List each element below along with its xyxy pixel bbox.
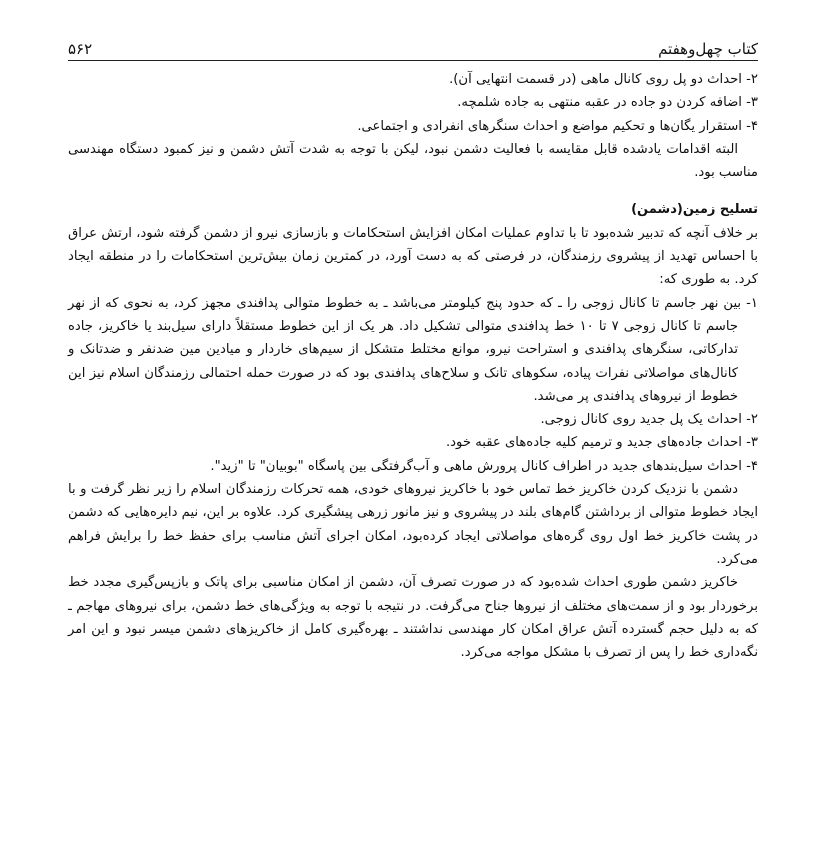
list-item: ۴- احداث سیل‌بندهای جدید در اطراف کانال پرورش ماهی و آب‌گرفتگی بین پاسگاه "بوبیان" تا "زید". — [210, 458, 758, 474]
list-item: ۱- بین نهر جاسم تا کانال زوجی را ـ که حدود پنج کیلومتر می‌باشد ـ به خطوط متوالی پدافندی مجهز کرد، به نحوی که از نهر جاسم تا کانال زوجی ۷ تا ۱۰ خط پدافندی متوالی تشکیل داد. هر یک از این خطوط مستقلاً دارای سیل‌بند یا خاکریز، جاده تدارکاتی، سنگرهای پدافندی و استراحت نیرو، موانع مختلط متشکل از سیم‌های خاردار و میادین مین ضدنفر و ضدتانک و کانال‌های مواصلاتی نفرات پیاده، سکوهای تانک و سلاح‌های پدافندی بود که در صورت حمله احتمالی رزمندگان اسلام نیز این خطوط از نیروهای پدافندی پر می‌شد. — [68, 295, 758, 404]
paragraph: خاکریز دشمن طوری احداث شده‌بود که در صورت تصرف آن، دشمن از امکان مناسبی برای پاتک و بازپس‌گیری مجدد خط برخوردار بود و از سمت‌های مختلف از نیروها جناح می‌گرفت. در نتیجه با توجه به ویژگی‌های خط دشمن، برای نیروهای مهاجم ـ که به دلیل حجم گسترده آتش عراق امکان کار مهندسی نداشتند ـ بهره‌گیری کامل از خاکریزهای دشمن میسر نبود و این امر نگه‌داری خط را پس از تصرف با مشکل مواجه می‌کرد. — [68, 575, 758, 661]
header-divider — [68, 60, 758, 61]
section-title: تسلیح زمین(دشمن) — [631, 202, 758, 218]
list-item: ۲- احداث دو پل روی کانال ماهی (در قسمت انتهایی آن). — [449, 72, 758, 87]
paragraph: دشمن با نزدیک کردن خاکریز خط تماس خود با خاکریز نیروهای خودی، همه تحرکات رزمندگان اسلام را زیر نظر گرفت و با ایجاد خطوط متوالی از برداشتن گام‌های بلند در پیشروی و نیز مانور زرهی پیشگیری کرد. علاوه بر این، نیم دایره‌هایی که دشمن در پشت خاکریز خط اول روی گره‌های مواصلاتی ایجاد کرده‌بود، امکان اجرای آتش مناسب برای حفظ خط را برایش فراهم می‌کرد. — [68, 482, 758, 567]
page-body — [68, 68, 758, 664]
list-item: ۳- اضافه کردن دو جاده در عقبه منتهی به جاده شلمچه. — [457, 95, 758, 111]
list-item: ۲- احداث یک پل جدید روی کانال زوجی. — [540, 412, 758, 428]
paragraph: البته اقدامات یادشده قابل مقایسه با فعالیت دشمن نبود، لیکن با توجه به شدت آتش دشمن و نیز کمبود دستگاه مهندسی مناسب بود. — [68, 141, 758, 181]
book-title: کتاب چهل‌وهفتم — [658, 40, 758, 58]
page-number: ۵۶۲ — [68, 40, 93, 58]
paragraph: بر خلاف آنچه که تدبیر شده‌بود تا با تداوم عملیات امکان افزایش استحکامات و بازسازی نیرو از دشمن گرفته شود، ارتش عراق با احساس تهدید از پیشروی رزمندگان، در فرصتی که به دست آورد، در کمترین زمان بیش‌ترین استحکامات را در منطقه ایجاد کرد. به طوری که: — [68, 225, 758, 288]
list-item: ۴- استقرار یگان‌ها و تحکیم مواضع و احداث سنگرهای انفرادی و اجتماعی. — [357, 118, 758, 134]
list-item: ۳- احداث جاده‌های جدید و ترمیم کلیه جاده‌های عقبه خود. — [445, 435, 758, 451]
spacer — [68, 184, 758, 198]
page-header — [68, 34, 758, 58]
